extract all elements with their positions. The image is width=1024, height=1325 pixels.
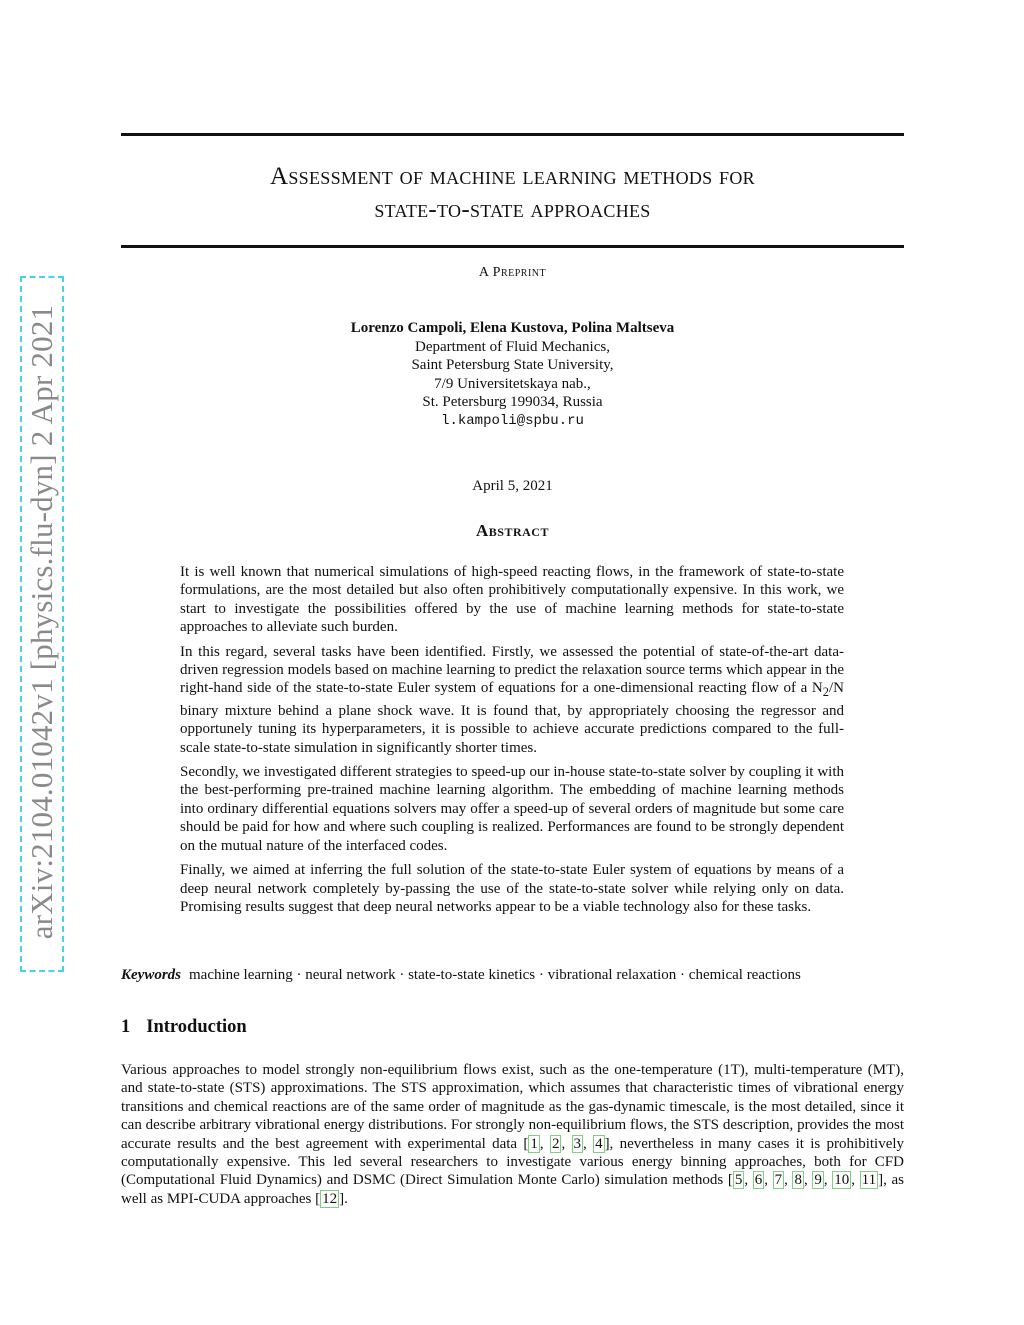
title-rule-bottom: [121, 245, 904, 248]
arxiv-identifier[interactable]: arXiv:2104.01042v1 [physics.flu-dyn] 2 Apr 2021: [24, 304, 59, 940]
keywords-text: machine learning · neural network · state-to-state kinetics · vibrational relaxation · chemical reactions: [189, 967, 801, 983]
paper-title: [121, 160, 904, 226]
section-title: Introduction: [146, 1017, 247, 1037]
citation-link[interactable]: 3: [573, 1135, 581, 1152]
introduction-body: [121, 1061, 904, 1208]
citation-link[interactable]: 5: [734, 1172, 743, 1189]
abstract-text: /N binary mixture behind a plane shock wave. It is found that, by appropriately choosing the regressor and opportunely tuning its hyperparameters, it is possible to achieve accurate predictions compared to the full-scale state-to-state simulation in significantly shorter times.: [180, 680, 844, 756]
citation-link[interactable]: 10: [834, 1172, 850, 1189]
abstract-paragraph: Finally, we aimed at inferring the full solution of the state-to-state Euler system of equations by means of a deep neural network completely by-passing the use of the state-to-state solver while relying only on data. Promising results suggest that deep neural networks appear to be a viable technology also for these tasks.: [180, 862, 844, 915]
abstract-paragraph: It is well known that numerical simulations of high-speed reacting flows, in the framework of state-to-state formulations, are the most detailed but also often prohibitively computationally expensive. In this work, we start to investigate the possibilities offered by the use of machine learning methods for state-to-state approaches to alleviate such burden.: [180, 564, 844, 636]
abstract-heading: Abstract: [476, 521, 549, 540]
intro-text: Various approaches to model strongly non-equilibrium flows exist, such as the one-temperature (1T), multi-temperature (MT), and state-to-state (STS) approximations. The STS approximation, which assumes that characteristic times of vibrational energy transitions and chemical reactions are of the same order of magnitude as the gas-dynamic timescale, is the most detailed, since it can describe arbitrary vibrational energy distributions. For strongly non-equilibrium flows, the STS description, provides the most accurate results and the best agreement with experimental data [: [121, 1062, 904, 1152]
affiliation-line: St. Petersburg 199034, Russia: [422, 394, 603, 410]
citation-link[interactable]: 9: [814, 1172, 822, 1189]
citation-link[interactable]: 2: [551, 1135, 560, 1152]
section-number: 1: [121, 1017, 131, 1037]
citation-link[interactable]: 1: [530, 1135, 538, 1152]
affiliation-line: 7/9 Universitetskaya nab.,: [434, 375, 591, 392]
author-email[interactable]: l.kampoli@spbu.ru: [441, 412, 584, 429]
title-rule-top: [121, 133, 904, 136]
abstract-body: [180, 563, 844, 922]
keywords-label: Keywords: [121, 967, 181, 983]
citation-link[interactable]: 4: [595, 1135, 603, 1152]
citation-link[interactable]: 11: [861, 1172, 877, 1189]
subscript-2: 2: [822, 685, 829, 700]
citation-link[interactable]: 6: [754, 1172, 763, 1189]
section-heading-introduction: [121, 1017, 247, 1038]
abstract-text: In this regard, several tasks have been identified. Firstly, we assessed the potential of state-of-the-art data-driven regression models based on machine learning to predict the relaxation source terms which appear in the right-hand side of the state-to-state Euler system of equations for a one-dimensional reacting flow of a N: [180, 643, 844, 697]
title-line-2: state-to-state approaches: [374, 196, 651, 223]
intro-text: ], as well as MPI-CUDA approaches [: [121, 1172, 904, 1207]
intro-paragraph: Various approaches to model strongly non-equilibrium flows exist, such as the one-temperature (1T), multi-temperature (MT), and state-to-state (STS) approximations. The STS approximation, which assumes that characteristic times of vibrational energy transitions and chemical reactions are of the same order of magnitude as the gas-dynamic timescale, is the most detailed, since it can describe arbitrary vibrational energy distributions. For strongly non-equilibrium flows, the STS description, provides the most accurate results and the best agreement with experimental data [ 1 , 2 , 3 , 4 ], nevertheless in many cases it is prohibitively computationally expensive. This led several researchers to investigate various energy binning approaches, both for CFD (Computational Fluid Dynamics) and DSMC (Direct Simulation Monte Carlo) simulation methods [ 5 , 6 , 7 , 8 , 9 , 10 , 11 ], as well as MPI-CUDA approaches [ 12 ].: [121, 1062, 905, 1207]
intro-text: ].: [339, 1190, 348, 1207]
paper-date: April 5, 2021: [472, 478, 553, 494]
abstract-paragraph: [180, 643, 844, 757]
author-block: [121, 319, 904, 430]
abstract-paragraph: Secondly, we investigated different strategies to speed-up our in-house state-to-state solver by coupling it with the best-performing pre-trained machine learning algorithm. The embedding of machine learning methods into ordinary differential equations solvers may offer a speed-up of several orders of magnitude but some care should be paid for how and where such coupling is realized. Performances are found to be strongly dependent on the mutual nature of the interfaced codes.: [180, 764, 844, 854]
citation-link[interactable]: 12: [322, 1190, 338, 1207]
keywords-line: [121, 967, 904, 984]
affiliation-line: Saint Petersburg State University,: [411, 357, 614, 373]
affiliation-line: Department of Fluid Mechanics,: [415, 338, 610, 355]
intro-text: ], nevertheless in many cases it is prohibitively computationally expensive. This led several researchers to investigate various energy binning approaches, both for CFD (Computational Fluid Dynamics) and DSMC (Direct Simulation Monte Carlo) simulation methods [: [121, 1135, 905, 1189]
author-names: Lorenzo Campoli, Elena Kustova, Polina Maltseva: [350, 320, 675, 336]
title-line-1: Assessment of machine learning methods for: [270, 163, 755, 190]
citation-link[interactable]: 8: [794, 1172, 802, 1189]
preprint-label: A Preprint: [478, 265, 547, 280]
citation-link[interactable]: 7: [774, 1172, 783, 1189]
